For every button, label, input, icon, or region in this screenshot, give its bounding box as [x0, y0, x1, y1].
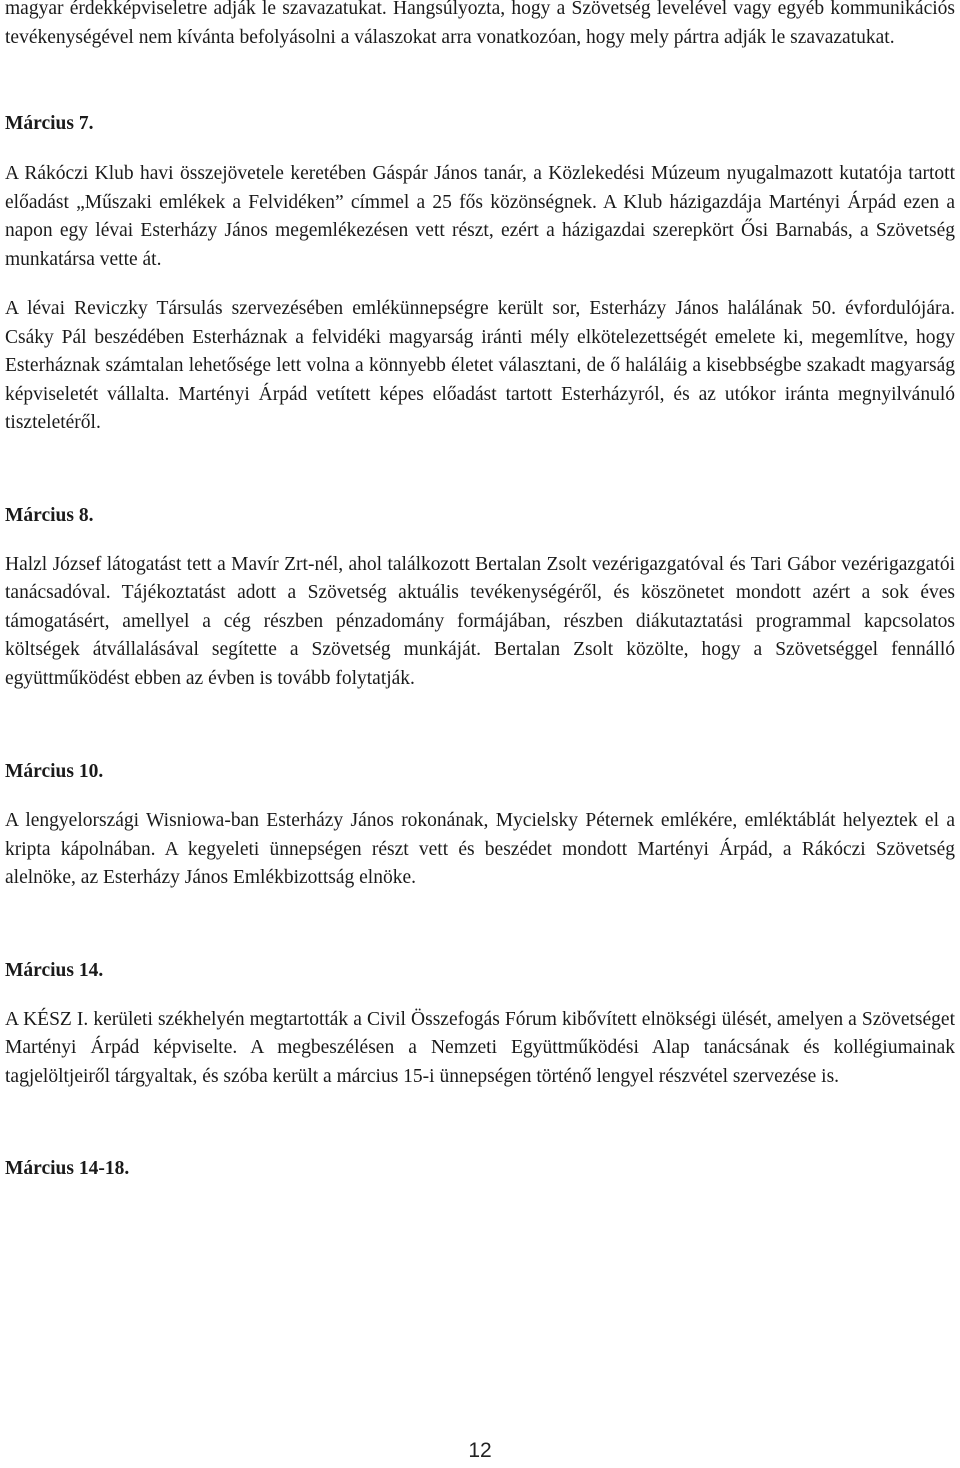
section-heading-march-14: Március 14. [5, 959, 104, 981]
paragraph-march-14-civil-forum: A KÉSZ I. kerületi székhelyén megtartották a Civil Összefogás Fórum kibővített elnökségi ülését, amelyen a Szövetséget Martényi Árpád képviselte. A megbeszélésen a Nemzeti Együttműködési Alap tanácsának és kollégiumainak tagjelöltjeiről tárgyaltak, és szóba került a március 15-i ünnepségen történő lengyel részvétel szervezése is. [5, 1008, 955, 1087]
section-heading-march-7: Március 7. [5, 113, 94, 134]
paragraph-march-7-levai-commemoration: A lévai Reviczky Társulás szervezésében emlékünnepségre került sor, Esterházy János halálának 50. évfordulójára. Csáky Pál beszédében Esterháznak a felvidéki magyarság iránti mély elkötelezettségét emelete ki, megemlítve, hogy Esterháznak számtalan lehetősége lett volna a könnyebb életet választani, de ő haláláig a kisebbségbe szakadt magyarság képviseletét vállalta. Martényi Árpád vetített képes előadást tartott Esterházyról, és az utókor iránta megnyilvánuló tiszteletéről. [5, 298, 955, 433]
paragraph-march-10-wisniowa-plaque: A lengyelországi Wisniowa-ban Esterházy János rokonának, Mycielsky Péternek emlékére, emléktáblát helyeztek el a kripta kápolnában. A kegyeleti ünnepségen részt vett és beszédet mondott Martényi Árpád, a Rákóczi Szövetség alelnöke, az Esterházy János Emlékbizottság elnöke. [5, 810, 955, 888]
section-heading-march-14-18: Március 14-18. [5, 1158, 130, 1179]
document-page [5, 0, 955, 1183]
section-heading-march-8: Március 8. [5, 504, 94, 526]
paragraph-march-8-mavir-visit: Halzl József látogatást tett a Mavír Zrt-nél, ahol találkozott Bertalan Zsolt vezérigazgatóval és Tari Gábor vezérigazgatói tanácsadóval. Tájékoztatást adott a Szövetség aktuális tevékenységéről, és köszönetet mondott azért a sok éves támogatásért, amellyel a cég részben pénzadomány formájában, részben diákutaztatási programmal kapcsolatos költségek átvállalásával segítette a Szövetség munkáját. Bertalan Zsolt közölte, hogy a Szövetséggel fennálló együttműködést ebben az évben is tovább folytatják. [5, 553, 955, 689]
intro-paragraph: magyar érdekképviseletre adják le szavazatukat. Hangsúlyozta, hogy a Szövetség levelével vagy egyéb kommunikációs tevékenységével nem kívánta befolyásolni a válaszokat arra vonatkozóan, hogy mely pártra adják le szavazatukat. [5, 0, 955, 48]
paragraph-march-7-rakoczi-club: A Rákóczi Klub havi összejövetele keretében Gáspár János tanár, a Közlekedési Múzeum nyugalmazott kutatója tartott előadást „Műszaki emlékek a Felvidéken” címmel a 25 fős közönségnek. A Klub házigazdája Martényi Árpád ezen a napon egy lévai Esterházy János megemlékezésen vett részt, ezért a házigazdai szerepkört Ősi Barnabás, a Szövetség munkatársa vette át. [5, 163, 955, 270]
page-number: 12 [468, 1439, 492, 1462]
section-heading-march-10: Március 10. [5, 761, 104, 782]
